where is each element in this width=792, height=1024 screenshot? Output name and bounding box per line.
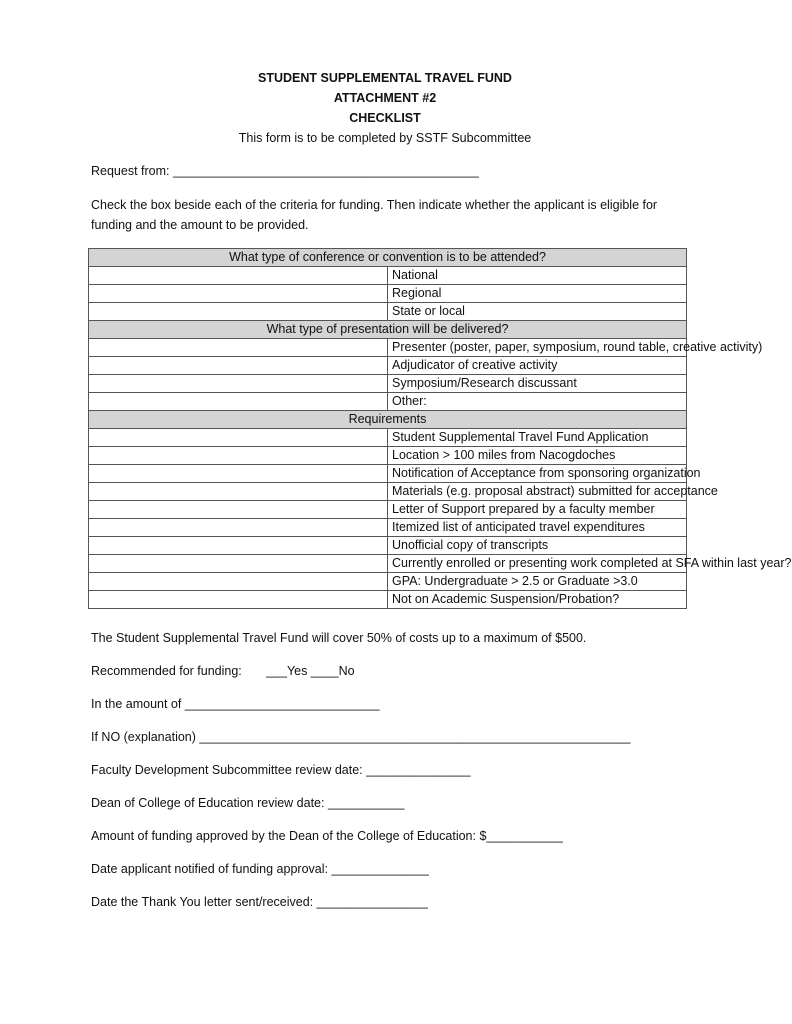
criteria-checkbox[interactable] (89, 339, 388, 357)
criteria-checkbox[interactable] (89, 303, 388, 321)
criteria-row (89, 375, 687, 393)
dean-review-date-field[interactable]: Dean of College of Education review date: ___________ (91, 796, 405, 810)
criteria-row (89, 537, 687, 555)
amount-field[interactable]: In the amount of ____________________________ (91, 697, 380, 711)
criteria-checkbox[interactable] (89, 465, 388, 483)
coverage-statement: The Student Supplemental Travel Fund will cover 50% of costs up to a maximum of $500. (91, 631, 587, 645)
criteria-checkbox[interactable] (89, 555, 388, 573)
criteria-row (89, 465, 687, 483)
criteria-label: Symposium/Research discussant (388, 375, 687, 393)
criteria-row (89, 393, 687, 411)
criteria-checkbox[interactable] (89, 375, 388, 393)
amount-approved-field[interactable]: Amount of funding approved by the Dean of the College of Education: $___________ (91, 829, 563, 843)
criteria-label: Presenter (poster, paper, symposium, round table, creative activity) (388, 339, 687, 357)
faculty-review-date-field[interactable]: Faculty Development Subcommittee review date: _______________ (91, 763, 471, 777)
criteria-label: Regional (388, 285, 687, 303)
form-title: STUDENT SUPPLEMENTAL TRAVEL FUND (258, 71, 512, 85)
section-header-row (89, 249, 687, 267)
criteria-label: Currently enrolled or presenting work completed at SFA within last year? (388, 555, 687, 573)
section-header-row (89, 321, 687, 339)
criteria-table (88, 248, 792, 609)
criteria-row (89, 591, 687, 609)
criteria-label: National (388, 267, 687, 285)
criteria-checkbox[interactable] (89, 429, 388, 447)
criteria-label: Unofficial copy of transcripts (388, 537, 687, 555)
criteria-label: State or local (388, 303, 687, 321)
instructions: Check the box beside each of the criteria for funding. Then indicate whether the applicant is eligible for funding and the amount to be provided. (91, 198, 658, 232)
criteria-label: Not on Academic Suspension/Probation? (388, 591, 687, 609)
criteria-row (89, 429, 687, 447)
criteria-checkbox[interactable] (89, 357, 388, 375)
criteria-label: Materials (e.g. proposal abstract) submitted for acceptance (388, 483, 687, 501)
criteria-checkbox[interactable] (89, 519, 388, 537)
criteria-row (89, 573, 687, 591)
criteria-row (89, 357, 687, 375)
criteria-checkbox[interactable] (89, 447, 388, 465)
section-heading: What type of conference or convention is to be attended? (89, 249, 687, 267)
criteria-checkbox[interactable] (89, 573, 388, 591)
request-from-field[interactable]: Request from: ____________________________________________ (91, 164, 479, 178)
criteria-row (89, 285, 687, 303)
section-heading: Requirements (89, 411, 687, 429)
section-header-row (89, 411, 687, 429)
criteria-label: Adjudicator of creative activity (388, 357, 687, 375)
criteria-checkbox[interactable] (89, 267, 388, 285)
criteria-checkbox[interactable] (89, 537, 388, 555)
criteria-checkbox[interactable] (89, 501, 388, 519)
criteria-row (89, 555, 687, 573)
form-note: This form is to be completed by SSTF Subcommittee (238, 131, 532, 145)
criteria-label: Other: (388, 393, 687, 411)
attachment-label: ATTACHMENT #2 (333, 91, 437, 105)
criteria-label: Location > 100 miles from Nacogdoches (388, 447, 687, 465)
recommended-field[interactable]: Recommended for funding: ___Yes ____No (91, 664, 355, 678)
criteria-label: Letter of Support prepared by a faculty member (388, 501, 687, 519)
criteria-row (89, 447, 687, 465)
criteria-label: Student Supplemental Travel Fund Application (388, 429, 687, 447)
criteria-checkbox[interactable] (89, 285, 388, 303)
criteria-checkbox[interactable] (89, 591, 388, 609)
thank-you-date-field[interactable]: Date the Thank You letter sent/received: ________________ (91, 895, 428, 909)
criteria-label: GPA: Undergraduate > 2.5 or Graduate >3.0 (388, 573, 687, 591)
criteria-row (89, 483, 687, 501)
date-notified-field[interactable]: Date applicant notified of funding approval: ______________ (91, 862, 429, 876)
criteria-label: Notification of Acceptance from sponsoring organization (388, 465, 687, 483)
criteria-label: Itemized list of anticipated travel expenditures (388, 519, 687, 537)
criteria-checkbox[interactable] (89, 393, 388, 411)
if-no-explanation-field[interactable]: If NO (explanation) ______________________________________________________________ (91, 730, 631, 744)
criteria-row (89, 501, 687, 519)
criteria-checkbox[interactable] (89, 483, 388, 501)
criteria-row (89, 339, 687, 357)
criteria-row (89, 519, 687, 537)
checklist-label: CHECKLIST (349, 111, 421, 125)
section-heading: What type of presentation will be delivered? (89, 321, 687, 339)
criteria-row (89, 303, 687, 321)
criteria-row (89, 267, 687, 285)
